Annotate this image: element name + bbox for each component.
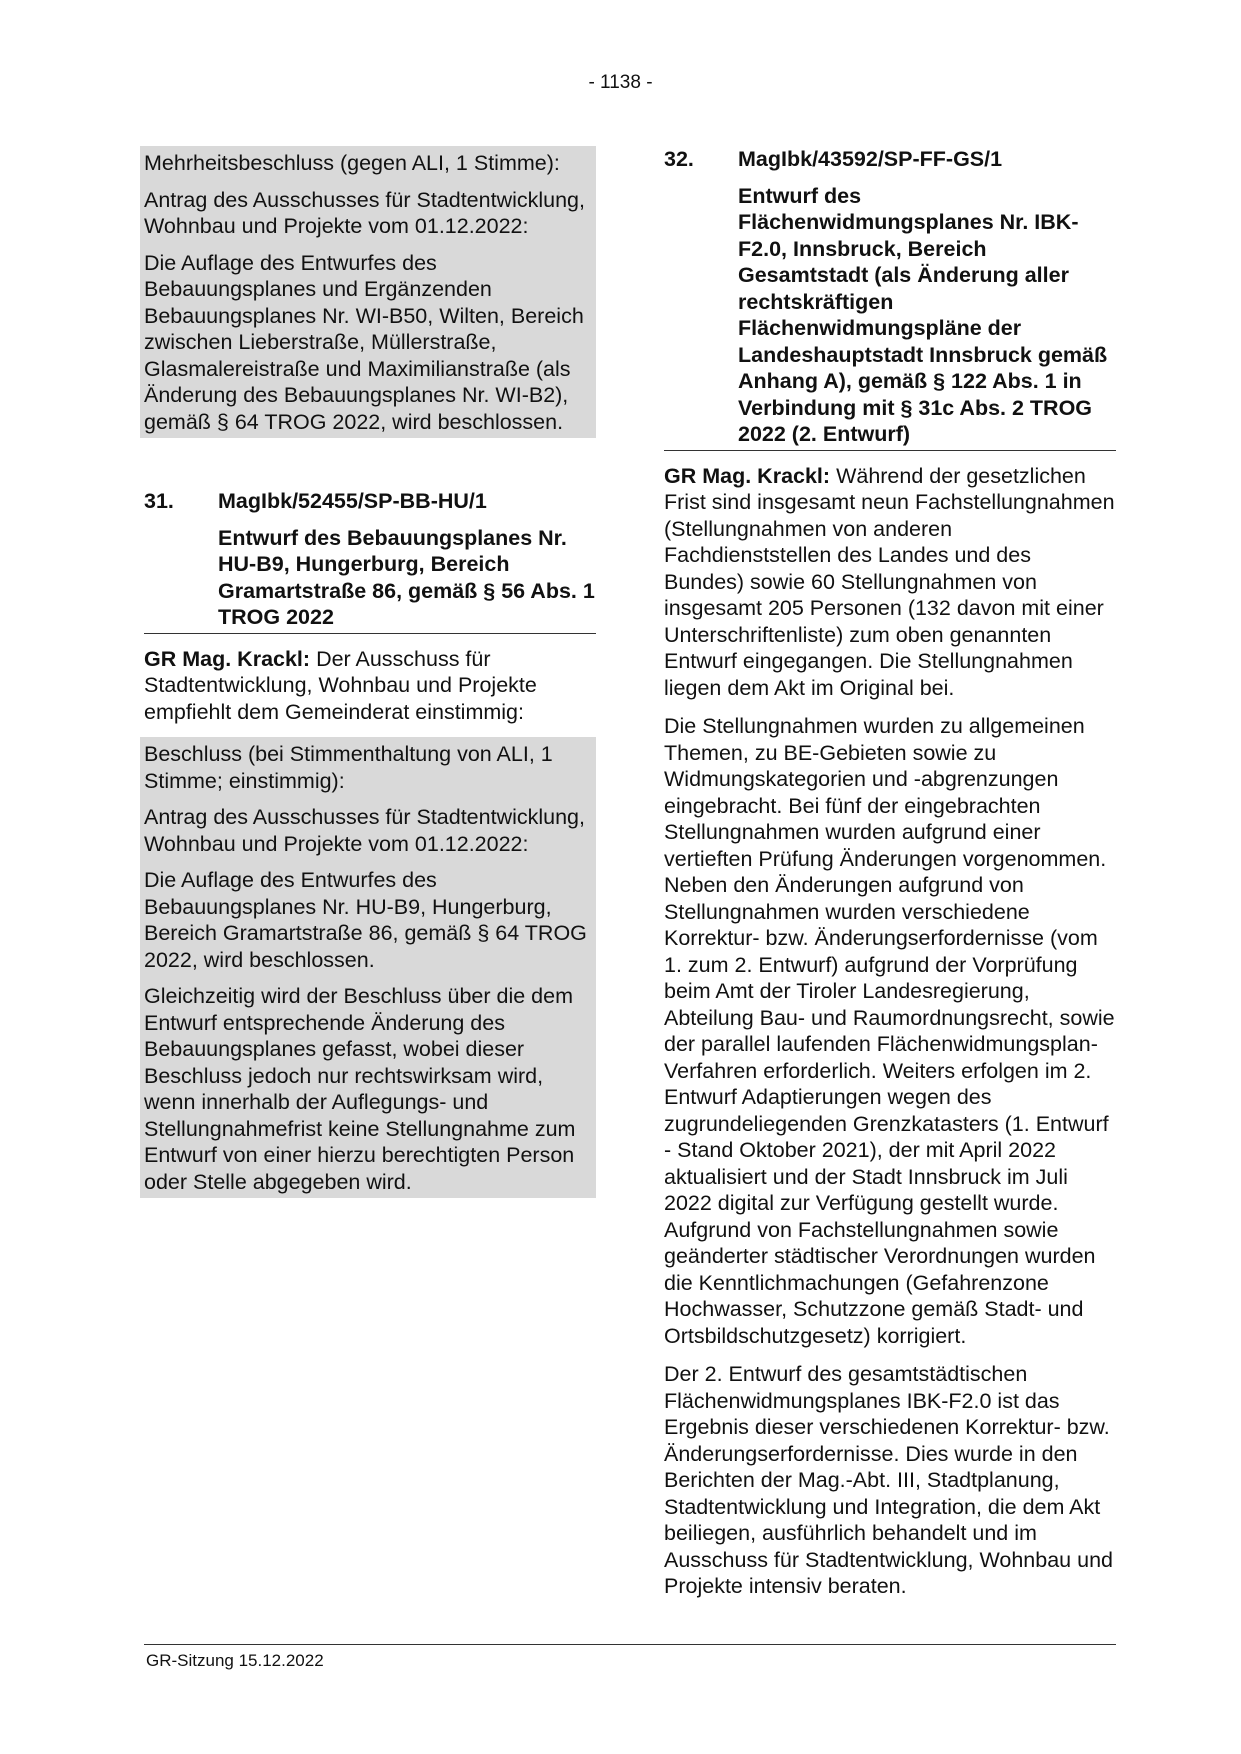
left-column — [144, 146, 596, 1198]
item-reference: MagIbk/52455/SP-BB-HU/1 — [218, 489, 487, 513]
footer-divider — [144, 1644, 1116, 1645]
motion-source: Antrag des Ausschusses für Stadtentwicklung, Wohnbau und Projekte vom 01.12.2022: — [144, 187, 585, 238]
item-title: Entwurf des Bebauungsplanes Nr. HU-B9, Hungerburg, Bereich Gramartstraße 86, gemäß § 56 Abs. 1 TROG 2022 — [218, 525, 595, 629]
decision-box-wi-b50 — [140, 146, 596, 438]
decision-box-hu-b9 — [140, 737, 596, 1198]
item-reference: MagIbk/43592/SP-FF-GS/1 — [738, 147, 1003, 171]
decision-type: Beschluss (bei Stimmenthaltung von ALI, 1 Stimme; einstimmig): — [144, 742, 553, 793]
speech-text: Der Ausschuss für Stadtentwicklung, Wohnbau und Projekte empfiehlt dem Gemeinderat einstimmig: — [144, 646, 537, 724]
page-number: - 1138 - — [588, 72, 653, 93]
speaker-name: GR Mag. Krackl: — [144, 646, 311, 671]
speech-text: Während der gesetzlichen Frist sind insgesamt neun Fachstellungnahmen (Stellungnahmen von anderen Fachdienststellen des Landes und des Bundes) sowie 60 Stellungnahmen von insgesamt 205 Personen (132 davon mit einer Unterschriftenliste) zum oben genannten Entwurf eingegangen. Die Stellungnahmen liegen dem Akt im Original bei. — [664, 463, 1115, 700]
decision-note: Gleichzeitig wird der Beschluss über die dem Entwurf entsprechende Änderung des Bebauungsplanes gefasst, wobei dieser Beschluss jedoch nur rechtswirksam wird, wenn innerhalb der Auflegungs- und Stellungnahmefrist keine Stellungnahme zum Entwurf von einer hierzu berechtigten Person oder Stelle abgegeben wird. — [144, 984, 576, 1194]
item-title: Entwurf des Flächenwidmungsplanes Nr. IBK-F2.0, Innsbruck, Bereich Gesamtstadt (als Änderung aller rechtskräftigen Flächenwidmungspläne der Landeshauptstadt Innsbruck gemäß Anhang A), gemäß § 122 Abs. 1 in Verbindung mit § 31c Abs. 2 TROG 2022 (2. Entwurf) — [738, 183, 1108, 446]
item-number: 31. — [144, 489, 174, 513]
item-number: 32. — [664, 147, 694, 171]
speaker-paragraph — [664, 463, 1116, 702]
body-paragraph: Die Stellungnahmen wurden zu allgemeinen Themen, zu BE-Gebieten sowie zu Widmungskategorien und -abgrenzungen eingebracht. Bei fünf der eingebrachten Stellungnahmen wurden aufgrund einer vertieften Prüfung Änderungen vorgenommen. Neben den Änderungen aufgrund von Stellungnahmen wurden verschiedene Korrektur- bzw. Änderungserfordernisse (vom 1. zum 2. Entwurf) aufgrund der Vorprüfung beim Amt der Tiroler Landesregierung, Abteilung Bau- und Raumordnungsrecht, sowie der parallel laufenden Flächenwidmungsplan-Verfahren erforderlich. Weiters erfolgen im 2. Entwurf Adaptierungen wegen des zugrundeliegenden Grenzkatasters (1. Entwurf - Stand Oktober 2021), der mit April 2022 aktualisiert und der Stadt Innsbruck im Juli 2022 digital zur Verfügung gestellt wurde. Aufgrund von Fachstellungnahmen sowie geänderter städtischer Verordnungen wurden die Kenntlichmachungen (Gefahrenzone Hochwasser, Schutzzone gemäß Stadt- und Ortsbildschutzgesetz) korrigiert. — [664, 714, 1115, 1348]
agenda-item-31 — [144, 488, 596, 634]
motion-source: Antrag des Ausschusses für Stadtentwicklung, Wohnbau und Projekte vom 01.12.2022: — [144, 805, 585, 856]
decision-text: Die Auflage des Entwurfes des Bebauungsplanes Nr. HU-B9, Hungerburg, Bereich Gramartstraße 86, gemäß § 64 TROG 2022, wird beschlossen. — [144, 868, 587, 972]
body-paragraph: Der 2. Entwurf des gesamtstädtischen Flächenwidmungsplanes IBK-F2.0 ist das Ergebnis dieser verschiedenen Korrektur- bzw. Änderungserfordernisse. Dies wurde in den Berichten der Mag.-Abt. III, Stadtplanung, Stadtentwicklung und Integration, die dem Akt beiliegen, ausführlich behandelt und im Ausschuss für Stadtentwicklung, Wohnbau und Projekte intensiv beraten. — [664, 1362, 1113, 1598]
footer-session-date: GR-Sitzung 15.12.2022 — [146, 1651, 324, 1670]
decision-text: Die Auflage des Entwurfes des Bebauungsplanes und Ergänzenden Bebauungsplanes Nr. WI-B50, Wilten, Bereich zwischen Lieberstraße, Müllerstraße, Glasmalereistraße und Maximilianstraße (als Änderung des Bebauungsplanes Nr. WI-B2), gemäß § 64 TROG 2022, wird beschlossen. — [144, 250, 584, 434]
decision-type: Mehrheitsbeschluss (gegen ALI, 1 Stimme): — [144, 151, 560, 175]
agenda-item-32 — [664, 146, 1116, 451]
speaker-name: GR Mag. Krackl: — [664, 463, 831, 488]
speaker-paragraph — [144, 646, 596, 726]
right-column — [664, 146, 1116, 1612]
